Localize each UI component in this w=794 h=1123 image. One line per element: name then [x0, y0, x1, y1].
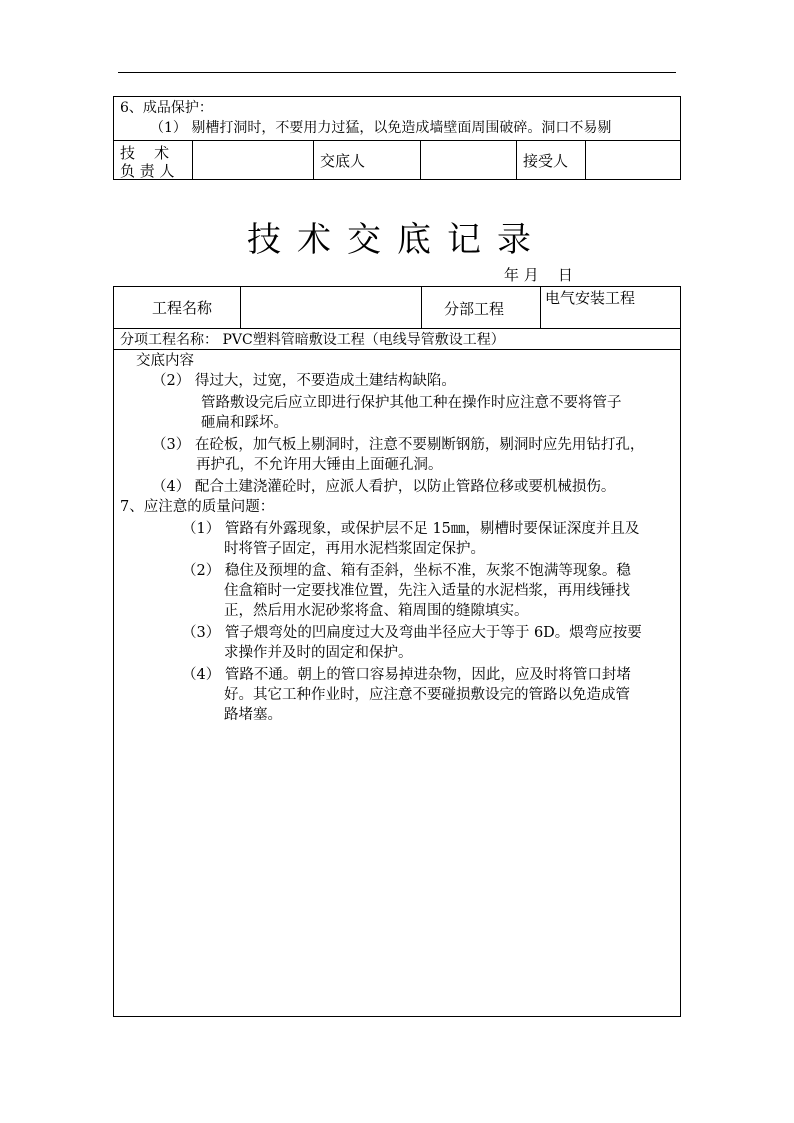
content-line: （2） 稳住及预埋的盒、箱有歪斜，坐标不准，灰浆不饱满等现象。稳 [182, 563, 631, 579]
content-line: 时将管子固定，再用水泥档浆固定保护。 [224, 541, 485, 557]
receiver-label: 接受人 [523, 152, 569, 170]
tech-lead-value-cell [193, 140, 314, 179]
date-label: 年 月 日 [504, 266, 573, 284]
content-line: （3） 管子煨弯处的凹扁度过大及弯曲半径应大于等于 6D。煨弯应按要 [182, 625, 642, 641]
project-name-value-cell [241, 287, 422, 328]
previous-page-table [113, 96, 681, 180]
division-value-cell [541, 287, 680, 328]
content-line: 好。其它工种作业时，应注意不要碰损敷设完的管路以免造成管 [224, 687, 630, 703]
content-line: （3） 在砼板，加气板上剔洞时，注意不要剔断钢筋，剔洞时应先用钻打孔， [152, 437, 645, 453]
content-line: 路堵塞。 [224, 707, 282, 723]
signature-row [114, 140, 680, 179]
protection-item: （1） 剔槽打洞时，不要用力过猛，以免造成墙壁面周围破碎。洞口不易剔 [150, 120, 612, 136]
receiver-value-cell [586, 140, 680, 179]
division-value: 电气安装工程 [545, 289, 636, 307]
submitter-label: 交底人 [320, 152, 366, 170]
submitter-value-cell [421, 140, 517, 179]
content-line: （2） 得过大，过宽，不要造成土建结构缺陷。 [152, 373, 456, 389]
protection-heading: 6、成品保护： [120, 100, 213, 116]
subitem-name: 分项工程名称： PVC塑料管暗敷设工程（电线导管敷设工程） [120, 332, 505, 348]
content-line: 砸扁和踩坏。 [201, 415, 288, 431]
subitem-row [114, 328, 680, 350]
division-label-cell [422, 287, 541, 328]
tech-lead-label-cell [114, 140, 193, 179]
project-name-label: 工程名称 [152, 299, 213, 317]
submitter-label-cell [314, 140, 421, 179]
receiver-label-cell [517, 140, 586, 179]
content-line: 再护孔，不允许用大锤由上面砸孔洞。 [196, 457, 443, 473]
content-line: （4） 配合土建浇灌砼时，应派人看护，以防止管路位移或要机械损伤。 [152, 479, 616, 495]
content-line: （4） 管路不通。朝上的管口容易掉进杂物，因此，应及时将管口封堵 [182, 667, 631, 683]
content-line: 住盒箱时一定要找准位置，先注入适量的水泥档浆，再用线锤找 [224, 583, 630, 599]
tech-lead-label-line2: 负 责 人 [120, 162, 175, 180]
content-line: 正，然后用水泥砂浆将盒、箱周围的缝隙填实。 [224, 603, 529, 619]
content-heading: 交底内容 [136, 353, 194, 369]
disclosure-record-table [113, 286, 681, 1017]
page-title: 技术交底记录 [247, 220, 547, 260]
content-line: （1） 管路有外露现象，或保护层不足 15㎜，剔槽时要保证深度并且及 [182, 521, 640, 537]
tech-lead-label-line1: 技 术 [120, 144, 170, 162]
division-label: 分部工程 [444, 300, 505, 318]
content-line: 求操作并及时的固定和保护。 [224, 645, 413, 661]
finished-product-protection-cell [114, 97, 680, 141]
content-line: 管路敷设完后应立即进行保护其他工种在操作时应注意不要将管子 [201, 395, 622, 411]
content-line: 7、应注意的质量问题： [120, 499, 275, 515]
project-name-label-cell [114, 287, 241, 328]
project-header-row [114, 287, 680, 329]
header-rule [118, 72, 676, 73]
